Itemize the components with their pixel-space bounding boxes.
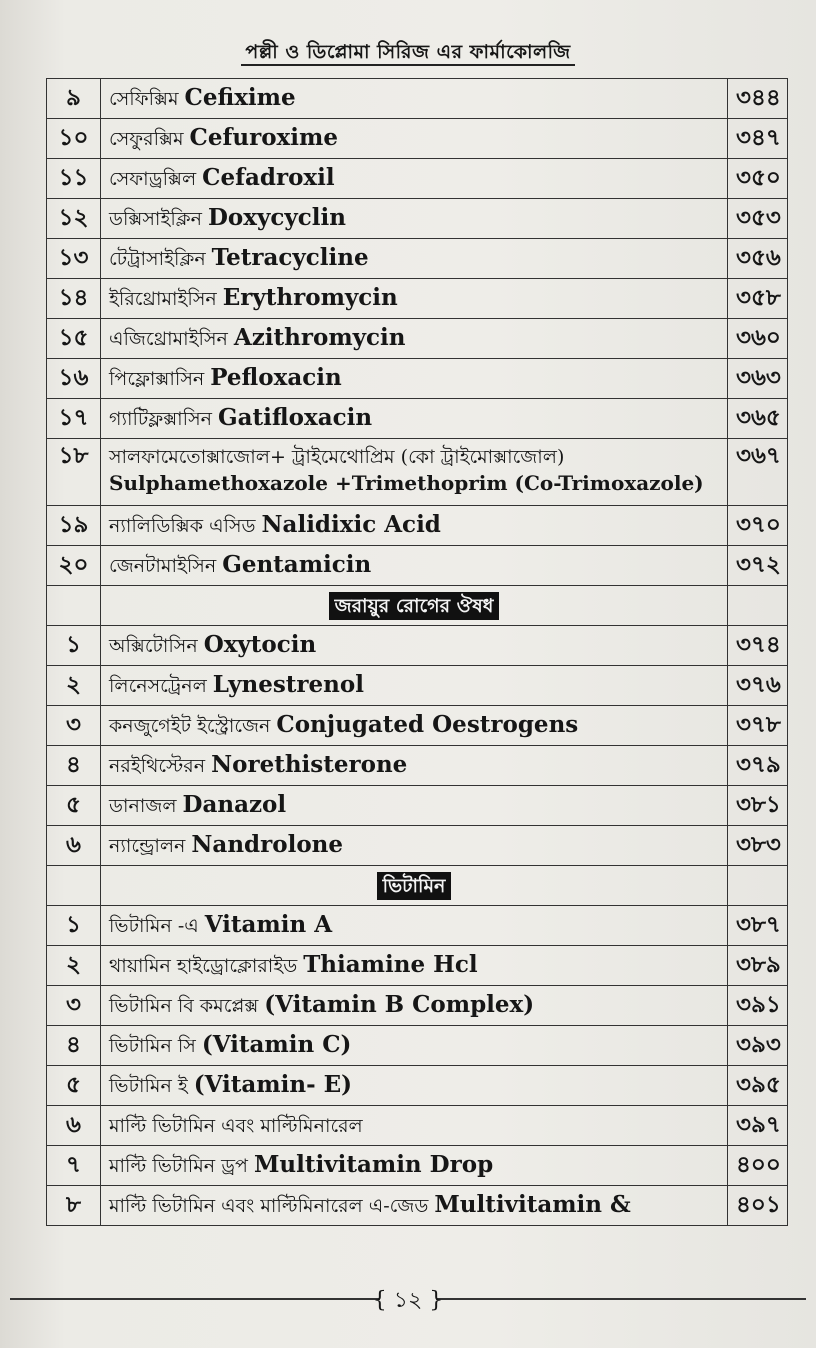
item-title xyxy=(101,79,728,119)
item-page: ৩৮৯ xyxy=(728,946,788,986)
contents-row xyxy=(47,1106,788,1146)
item-title xyxy=(101,199,728,239)
item-title-bengali: মাল্টি ভিটামিন ড্রপ xyxy=(109,1155,248,1177)
item-title xyxy=(101,546,728,586)
item-page: ৩৬০ xyxy=(728,319,788,359)
page-number: { ১২ } xyxy=(372,1288,444,1313)
item-title xyxy=(101,1106,728,1146)
item-title xyxy=(101,319,728,359)
item-title-bengali: মাল্টি ভিটামিন এবং মাল্টিমিনারেল xyxy=(109,1115,363,1137)
item-title xyxy=(101,826,728,866)
item-number: ৬ xyxy=(47,1106,101,1146)
section-heading: ভিটামিন xyxy=(377,872,452,900)
item-title-bengali: লিনেসট্রেনল xyxy=(109,675,207,697)
item-title-english: Azithromycin xyxy=(233,324,406,351)
item-title xyxy=(101,1186,728,1226)
item-number: ১৭ xyxy=(47,399,101,439)
item-page: ৩৬৫ xyxy=(728,399,788,439)
item-title xyxy=(101,159,728,199)
header-title: পল্লী ও ডিপ্লোমা সিরিজ এর ফার্মাকোলজি xyxy=(241,41,574,66)
item-number: ১৩ xyxy=(47,239,101,279)
item-title xyxy=(101,786,728,826)
item-title-english: Multivitamin Drop xyxy=(253,1151,494,1178)
item-title-bengali: সেফিক্সিম xyxy=(109,88,179,110)
section-title-cell xyxy=(101,586,728,626)
item-page: ৩৯১ xyxy=(728,986,788,1026)
contents-row xyxy=(47,279,788,319)
item-page: ৩৬৩ xyxy=(728,359,788,399)
item-title-bengali: ন্যালিডিক্সিক এসিড xyxy=(109,515,256,537)
contents-row xyxy=(47,626,788,666)
contents-row xyxy=(47,319,788,359)
contents-row xyxy=(47,826,788,866)
item-page: ৩৭০ xyxy=(728,506,788,546)
item-number: ১২ xyxy=(47,199,101,239)
item-title xyxy=(101,746,728,786)
contents-row xyxy=(47,786,788,826)
item-title xyxy=(101,666,728,706)
item-title-bengali: অক্সিটোসিন xyxy=(109,635,198,657)
item-page: ৩৫৮ xyxy=(728,279,788,319)
item-page: ৩৪৭ xyxy=(728,119,788,159)
item-title-english: Nandrolone xyxy=(191,831,344,858)
item-title-bengali: এজিথ্রোমাইসিন xyxy=(109,328,228,350)
contents-table xyxy=(46,78,788,1226)
section-page-cell xyxy=(728,586,788,626)
item-title-bengali: ভিটামিন ই xyxy=(109,1075,188,1097)
item-page: ৩৮৩ xyxy=(728,826,788,866)
item-title-english: Multivitamin & xyxy=(434,1191,631,1218)
item-number: ৭ xyxy=(47,1146,101,1186)
item-title-english: Tetracycline xyxy=(211,244,369,271)
item-title-bengali: জেনটামাইসিন xyxy=(109,555,217,577)
item-title-english: Nalidixic Acid xyxy=(261,511,441,538)
item-number: ১ xyxy=(47,626,101,666)
item-title-bengali: টেট্রাসাইক্লিন xyxy=(109,248,206,270)
item-title xyxy=(101,239,728,279)
section-num-cell xyxy=(47,586,101,626)
item-title-bengali: ডক্সিসাইক্লিন xyxy=(109,208,202,230)
item-number: ৬ xyxy=(47,826,101,866)
item-number: ১৮ xyxy=(47,439,101,506)
item-number: ১১ xyxy=(47,159,101,199)
item-title-bengali: কনজুগেইট ইস্ট্রোজেন xyxy=(109,715,271,737)
contents-row xyxy=(47,546,788,586)
item-title-english: Gentamicin xyxy=(222,551,372,578)
item-number: ১৬ xyxy=(47,359,101,399)
item-title-english: (Vitamin B Complex) xyxy=(264,991,535,1018)
item-page: ৩৮৭ xyxy=(728,906,788,946)
item-title xyxy=(101,626,728,666)
section-row xyxy=(47,866,788,906)
contents-row xyxy=(47,1066,788,1106)
item-title-bengali: সেফাড্রক্সিল xyxy=(109,168,197,190)
section-heading: জরায়ুর রোগের ঔষধ xyxy=(329,592,500,620)
contents-row xyxy=(47,666,788,706)
item-number: ৫ xyxy=(47,786,101,826)
item-title xyxy=(101,1146,728,1186)
item-title-english: Norethisterone xyxy=(211,751,408,778)
item-title xyxy=(101,119,728,159)
item-page: ৩৯৩ xyxy=(728,1026,788,1066)
item-title-bengali: গ্যাটিফ্লক্সাসিন xyxy=(109,408,213,430)
item-page: ৩৭৯ xyxy=(728,746,788,786)
item-number: ৪ xyxy=(47,746,101,786)
item-page: ৩৫০ xyxy=(728,159,788,199)
section-num-cell xyxy=(47,866,101,906)
item-title-english: Doxycyclin xyxy=(207,204,346,231)
item-page: ৩৯৫ xyxy=(728,1066,788,1106)
item-title-english: Lynestrenol xyxy=(212,671,364,698)
item-title-english: Vitamin A xyxy=(204,911,333,938)
item-title xyxy=(101,986,728,1026)
contents-row xyxy=(47,159,788,199)
item-title-bengali: ন্যান্ড্রোলন xyxy=(109,835,186,857)
item-number: ১০ xyxy=(47,119,101,159)
item-title xyxy=(101,1066,728,1106)
item-title xyxy=(101,439,728,506)
item-title-bengali: থায়ামিন হাইড্রোক্লোরাইড xyxy=(109,955,298,977)
item-title xyxy=(101,906,728,946)
contents-row xyxy=(47,506,788,546)
item-title-bengali: ইরিথ্রোমাইসিন xyxy=(109,288,217,310)
item-title-english: (Vitamin C) xyxy=(201,1031,352,1058)
item-number: ২০ xyxy=(47,546,101,586)
item-page: ৩৭২ xyxy=(728,546,788,586)
contents-row xyxy=(47,399,788,439)
item-title-english: Cefuroxime xyxy=(189,124,338,151)
section-title-cell xyxy=(101,866,728,906)
section-page-cell xyxy=(728,866,788,906)
item-title-bengali: ভিটামিন -এ xyxy=(109,915,199,937)
item-title-english: Sulphamethoxazole +Trimethoprim (Co-Trimoxazole) xyxy=(109,471,704,495)
contents-row xyxy=(47,1186,788,1226)
item-title-english: Erythromycin xyxy=(222,284,398,311)
contents-row xyxy=(47,439,788,506)
contents-row xyxy=(47,359,788,399)
item-title xyxy=(101,279,728,319)
item-title-english: Oxytocin xyxy=(203,631,317,658)
item-title xyxy=(101,706,728,746)
item-page: ৩৭৮ xyxy=(728,706,788,746)
page-number-value: ১২ xyxy=(393,1288,423,1313)
item-title-english: Pefloxacin xyxy=(210,364,342,391)
item-title-bengali: মাল্টি ভিটামিন এবং মাল্টিমিনারেল এ-জেড xyxy=(109,1195,429,1217)
item-page: ৪০১ xyxy=(728,1186,788,1226)
item-title-english: (Vitamin- E) xyxy=(193,1071,353,1098)
item-number: ৮ xyxy=(47,1186,101,1226)
contents-row xyxy=(47,199,788,239)
item-title xyxy=(101,946,728,986)
item-page: ৩৮১ xyxy=(728,786,788,826)
item-title xyxy=(101,506,728,546)
item-number: ৩ xyxy=(47,706,101,746)
item-number: ২ xyxy=(47,946,101,986)
item-page: ৩৭৪ xyxy=(728,626,788,666)
item-title-bengali: ভিটামিন সি xyxy=(109,1035,196,1057)
contents-row xyxy=(47,1026,788,1066)
contents-row xyxy=(47,906,788,946)
item-title-bengali: নরইথিস্টেরন xyxy=(109,755,206,777)
item-number: ৩ xyxy=(47,986,101,1026)
item-title xyxy=(101,1026,728,1066)
item-title xyxy=(101,399,728,439)
contents-row xyxy=(47,706,788,746)
item-page: ৩৫৩ xyxy=(728,199,788,239)
item-number: ৯ xyxy=(47,79,101,119)
item-number: ১৫ xyxy=(47,319,101,359)
item-title-english: Danazol xyxy=(182,791,287,818)
section-row xyxy=(47,586,788,626)
item-title xyxy=(101,359,728,399)
contents-row xyxy=(47,746,788,786)
item-number: ৪ xyxy=(47,1026,101,1066)
item-title-english: Thiamine Hcl xyxy=(303,951,478,978)
item-number: ২ xyxy=(47,666,101,706)
item-title-english: Cefixime xyxy=(184,84,296,111)
item-number: ১৪ xyxy=(47,279,101,319)
contents-row xyxy=(47,1146,788,1186)
item-number: ১৯ xyxy=(47,506,101,546)
contents-row xyxy=(47,79,788,119)
item-page: ৩৭৬ xyxy=(728,666,788,706)
item-title-bengali: ডানাজল xyxy=(109,795,177,817)
item-title-bengali: ভিটামিন বি কমপ্লেক্স xyxy=(109,995,259,1017)
item-title-english: Conjugated Oestrogens xyxy=(276,711,579,738)
item-page: ৩৫৬ xyxy=(728,239,788,279)
item-title-english: Gatifloxacin xyxy=(218,404,373,431)
item-page: ৪০০ xyxy=(728,1146,788,1186)
item-title-bengali: সেফুরক্সিম xyxy=(109,128,184,150)
contents-row xyxy=(47,986,788,1026)
running-header xyxy=(0,38,816,70)
item-title-bengali: পিফ্লোক্সাসিন xyxy=(109,368,205,390)
item-number: ১ xyxy=(47,906,101,946)
item-page: ৩৬৭ xyxy=(728,439,788,506)
contents-row xyxy=(47,119,788,159)
item-number: ৫ xyxy=(47,1066,101,1106)
contents-row xyxy=(47,946,788,986)
contents-row xyxy=(47,239,788,279)
item-title-bengali: সালফামেতোক্সাজোল+ ট্রাইমেথোপ্রিম (কো ট্রাইমোক্সাজোল) xyxy=(109,446,565,468)
item-page: ৩৪৪ xyxy=(728,79,788,119)
item-title-english: Cefadroxil xyxy=(202,164,335,191)
item-page: ৩৯৭ xyxy=(728,1106,788,1146)
